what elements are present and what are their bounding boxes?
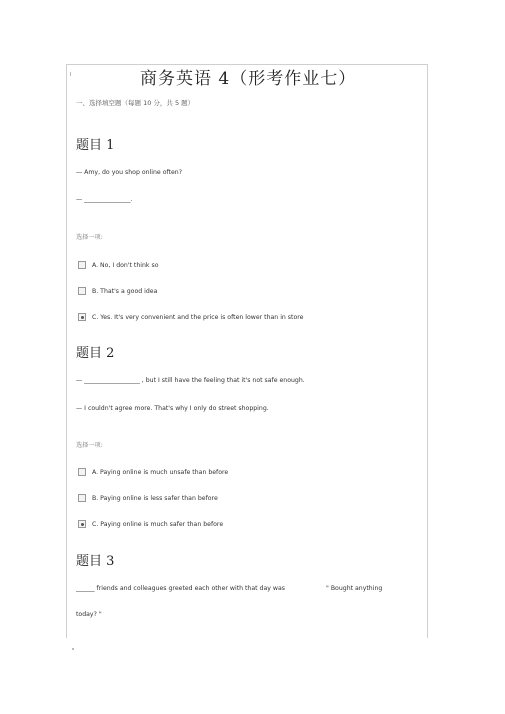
radio-button[interactable]: [78, 287, 86, 295]
question-title: 题目 1: [76, 138, 115, 153]
radio-button[interactable]: [78, 468, 86, 476]
radio-button-checked[interactable]: [78, 520, 86, 528]
question-line: — __________________ , but I still have the feeling that it's not safe enough.: [76, 377, 305, 384]
option-label: C. Yes. It's very convenient and the price is often lower than in store: [92, 313, 304, 321]
question-line: — Amy, do you shop online often?: [76, 169, 182, 176]
question-line: — _______________.: [76, 196, 133, 203]
corner-mark: [72, 648, 74, 650]
select-one-label: 选择一项:: [76, 442, 103, 449]
question-title: 题目 2: [76, 346, 115, 361]
page-title: 商务英语 4（形考作业七）: [140, 69, 357, 89]
answer-option[interactable]: [78, 287, 157, 295]
answer-option[interactable]: [78, 261, 158, 269]
option-label: A. No, I don't think so: [92, 261, 159, 269]
page-frame-left: [66, 64, 67, 638]
page-frame-right: [427, 64, 428, 638]
option-label: B. Paying online is less safer than before: [92, 494, 218, 502]
option-label: A. Paying online is much unsafe than before: [92, 468, 229, 476]
question-line: ______ friends and colleagues greeted each other with that day was: [76, 585, 285, 592]
radio-button[interactable]: [78, 261, 86, 269]
question-line: " Bought anything: [326, 585, 383, 592]
option-label: B. That's a good idea: [92, 287, 158, 295]
radio-button[interactable]: [78, 494, 86, 502]
question-line: — I couldn't agree more. That's why I only do street shopping.: [76, 405, 269, 412]
answer-option[interactable]: [78, 494, 218, 502]
option-label: C. Paying online is much safer than before: [92, 520, 224, 528]
section-header: 一、选择填空题（每题 10 分，共 5 题）: [76, 99, 195, 107]
select-one-label: 选择一项:: [76, 234, 103, 241]
corner-mark: [70, 72, 71, 76]
question-line: today? ": [76, 611, 102, 618]
answer-option[interactable]: [78, 468, 228, 476]
answer-option[interactable]: [78, 313, 303, 321]
radio-button-checked[interactable]: [78, 313, 86, 321]
question-title: 题目 3: [76, 554, 115, 569]
answer-option[interactable]: [78, 520, 223, 528]
